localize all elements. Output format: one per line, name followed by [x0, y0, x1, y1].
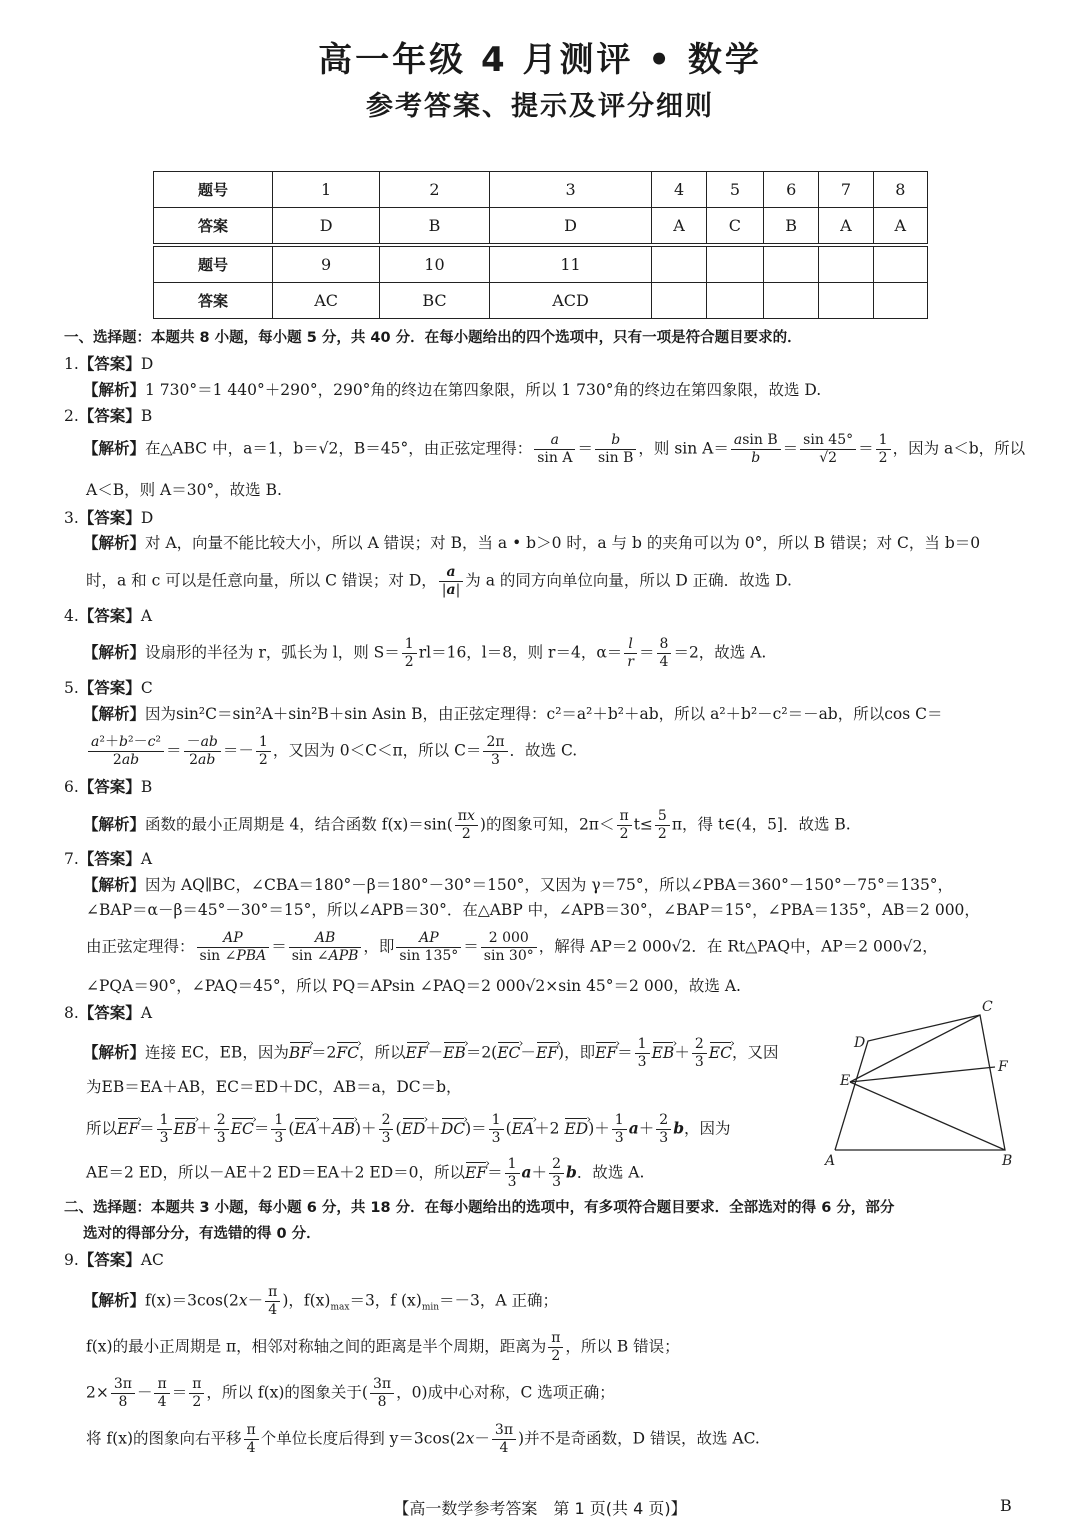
answer-label: 【答案】 [78, 407, 141, 425]
analysis-text: ，因为 [684, 1119, 731, 1138]
answer-label: 【答案】 [78, 1004, 141, 1022]
analysis-text: )，即 [558, 1043, 596, 1062]
table-cell [819, 245, 873, 283]
formula: $\frac{AP}{\text{sin ∠PBA}}$ [197, 930, 270, 965]
analysis-line-q7-2: ∠BAP＝α－β＝45°－30°＝15°，所以∠APB＝30°．在△ABP 中，∠APB＝30°，∠BAP＝15°，∠PBA＝135°，AB＝2 000， [86, 901, 980, 919]
analysis-line-q9-2: f(x)的最小正周期是 π，相邻对称轴之间的距离是半个周期，距离为 $\frac{\pi}{2}$ ，所以 B 错误； [86, 1330, 680, 1364]
table-cell: AC [273, 283, 380, 319]
question-number: 9. [64, 1251, 79, 1269]
analysis-text: ＝－3，A 正确； [439, 1291, 559, 1310]
table-cell: 8 [873, 172, 927, 208]
answer-line-q2 [64, 404, 1016, 428]
question-number: 8. [64, 1004, 79, 1022]
section-heading-1: 一、选择题：本题共 8 小题，每小题 5 分，共 40 分．在每小题给出的四个选项中，只有一项是符合题目要求的． [64, 330, 802, 346]
formula: $\frac{1}{2}$ [256, 734, 271, 769]
point-label: F [998, 1059, 1008, 1075]
analysis-text: ，则 sin A＝ [638, 439, 729, 458]
formula: $\frac{\pi}{2}$ [617, 808, 632, 843]
analysis-line-q3 [64, 531, 1016, 555]
question-number: 6. [64, 778, 79, 796]
analysis-label: 【解析】 [83, 381, 146, 399]
analysis-text: ，f(x) [288, 1291, 331, 1310]
table-row [154, 172, 928, 208]
analysis-line-q7-3: 由正弦定理得： $\frac{AP}{\text{sin ∠PBA}}$ ＝ $\frac{AB}{\text{sin ∠APB}}$ ，即 $\frac{AP}{\sin 135^\circ}$ ＝ $\frac{2 000}{\sin 30^\circ}$ ，解得 AP＝2 000√2．在 Rt△PAQ中，AP＝2 000√2， [86, 930, 938, 964]
answer-label: 【答案】 [78, 1251, 141, 1269]
segment-ef [850, 1067, 995, 1082]
table-cell: B [380, 208, 489, 246]
analysis-text: 时，a 和 c 可以是任意向量，所以 C 错误；对 D， [86, 571, 437, 590]
answer-value: B [140, 407, 153, 425]
analysis-line-q7-4: ∠PQA＝90°，∠PAQ＝45°，所以 PQ＝APsin ∠PAQ＝2 000√2×sin 45°＝2 000，故选 A. [86, 977, 741, 995]
answer-label: 【答案】 [78, 778, 141, 796]
analysis-text: ，解得 AP＝2 000√2．在 Rt△PAQ中，AP＝2 000√2， [538, 937, 938, 956]
section-heading-2: 二、选择题：本题共 3 小题，每小题 6 分，共 18 分．在每小题给出的选项中，有多项符合题目要求．全部选对的得 6 分，部分 [64, 1200, 895, 1216]
point-label: A [825, 1153, 836, 1169]
analysis-text: ，所以 f(x)的图象关于 [206, 1383, 362, 1402]
question-number: 3. [64, 509, 79, 527]
analysis-text: － [520, 1043, 536, 1062]
formula: $\frac{AP}{\sin 135^\circ}$ [396, 930, 461, 965]
page-subtitle: 参考答案、提示及评分细则 [366, 91, 714, 122]
analysis-text: ，又因为 0＜C＜π，所以 C＝ [272, 741, 482, 760]
analysis-text: ＝2，故选 A. [673, 643, 767, 662]
analysis-text: 并不是奇函数，D 错误，故选 AC. [524, 1429, 760, 1448]
analysis-line-q5 [64, 702, 1016, 726]
question-number: 1. [64, 355, 79, 373]
analysis-text: 在△ABC 中，a＝1，b＝√2，B＝45°，由正弦定理得： [145, 439, 533, 458]
table-cell: D [489, 208, 652, 246]
table-cell: 6 [764, 172, 819, 208]
analysis-text: 因为 AQ∥BC，∠CBA＝180°－β＝180°－30°＝150°，又因为 γ＝75°，所以∠PBA＝360°－150°－75°＝135°， [145, 876, 954, 894]
analysis-text: AE＝2 ED，所以－AE＋2 ED＝EA＋2 ED＝0，所以 [86, 1163, 465, 1182]
table-cell [706, 283, 763, 319]
table-row [154, 245, 928, 283]
analysis-text: t≤ [633, 815, 653, 834]
segment-ec [850, 1015, 980, 1082]
analysis-line-q8: 【解析】连接 EC，EB，因为BF ›＝2FC ›，所以EF ›－EB ›＝2(EC ›－EF ›)，即EF ›＝ $\frac{1}{3}$ EB ›＋ $\frac{2}{3}$ EC ›，又因 [64, 1036, 1016, 1071]
formula: $\frac{AB}{\text{sin ∠APB}}$ [289, 930, 362, 965]
footer-code: B [1000, 1496, 1012, 1515]
segment-eb [850, 1082, 1005, 1150]
page-title: 高一年级 4 月测评 • 数学 [318, 40, 762, 80]
analysis-text: rl＝16，l＝8，则 r＝4，α＝ [418, 643, 623, 662]
analysis-label: 【解析】 [83, 705, 146, 723]
formula: $\frac{\text{a²＋b²－c²}}{2ab}$ [88, 734, 164, 769]
table-row [154, 283, 928, 319]
table-cell: D [273, 208, 380, 246]
row-header: 题号 [154, 172, 273, 208]
table-cell: 4 [652, 172, 706, 208]
subscript: min [421, 1302, 440, 1313]
analysis-text: 个单位长度后得到 y＝3cos [260, 1429, 450, 1448]
table-cell [873, 245, 927, 283]
table-cell: A [873, 208, 927, 246]
table-cell: 5 [706, 172, 763, 208]
answer-label: 【答案】 [78, 679, 141, 697]
row-header: 答案 [154, 283, 273, 319]
table-cell: 9 [273, 245, 380, 283]
analysis-line-q4: 【解析】设扇形的半径为 r，弧长为 l，则 S＝ $\frac{1}{2}$ rl＝16，l＝8，则 r＝4，α＝ $\frac{l}{r}$ ＝ $\frac{8}{4}$ ＝2，故选 A. [83, 636, 767, 670]
table-cell [764, 283, 819, 319]
table-cell: B [764, 208, 819, 246]
analysis-line-q7 [64, 873, 1016, 897]
answer-line-q6 [64, 775, 1016, 799]
answer-label: 【答案】 [78, 509, 141, 527]
analysis-text: 函数的最小正周期是 4，结合函数 f(x)＝sin [145, 815, 447, 834]
table-cell: ACD [489, 283, 652, 319]
point-label: B [1002, 1153, 1013, 1169]
analysis-text: 的图象可知，2π＜ [485, 815, 615, 834]
table-cell [652, 283, 706, 319]
analysis-text: ，又因 [731, 1043, 779, 1062]
table-cell [819, 283, 873, 319]
analysis-text: 连接 EC，EB，因为 [145, 1043, 289, 1062]
analysis-line-q1 [64, 378, 1016, 402]
answer-label: 【答案】 [78, 607, 141, 625]
analysis-label: 【解析】 [83, 439, 146, 458]
table-cell [873, 283, 927, 319]
point-label: E [840, 1073, 851, 1089]
row-header: 题号 [154, 245, 273, 283]
analysis-text: 成中心对称，C 选项正确； [427, 1383, 615, 1402]
analysis-text: ．故选 C. [509, 741, 578, 760]
answer-value: C [140, 679, 153, 697]
question-number: 4. [64, 607, 79, 625]
table-cell: 7 [819, 172, 873, 208]
answer-label: 【答案】 [78, 850, 141, 868]
analysis-label: 【解析】 [83, 1291, 146, 1310]
table-cell: A [819, 208, 873, 246]
table-cell: 1 [273, 172, 380, 208]
table-cell: 2 [380, 172, 489, 208]
analysis-text: ，因为 a＜b，所以 [892, 439, 1026, 458]
analysis-text: 对 A，向量不能比较大小，所以 A 错误；对 B，当 a • b＞0 时，a 与 b 的夹角可以为 0°，所以 B 错误；对 C，当 b＝0 [145, 534, 981, 552]
answer-value: A [140, 850, 153, 868]
table-cell: C [706, 208, 763, 246]
answer-line-q5 [64, 676, 1016, 700]
answer-value: B [140, 778, 153, 796]
analysis-text: 2× [86, 1383, 109, 1402]
section-heading-2-cont: 选对的得部分分，有选错的得 0 分． [83, 1226, 321, 1242]
answer-value: A [140, 607, 153, 625]
table-cell: 10 [380, 245, 489, 283]
analysis-line-q9-3: 2× $\frac{3\pi}{8}$ － $\frac{\pi}{4}$ ＝ $\frac{\pi}{2}$ ，所以 f(x)的图象关于( $\frac{3\pi}{8}$ ，0)成中心对称，C 选项正确； [86, 1376, 615, 1410]
analysis-line-q8-3: 所以EF ›＝ $\frac{1}{3}$ EB ›＋ $\frac{2}{3}$ EC ›＝ $\frac{1}{3}$ (EA ›＋AB ›)＋ $\frac{2}{3}$ (ED ›＋DC ›)＝ $\frac{1}{3}$ (EA ›＋2 ED ›)＋ $\frac{1}{3}$ a＋ $\frac{2}{3}$ b，因为 [64, 1112, 1016, 1147]
analysis-line-q6: 【解析】函数的最小正周期是 4，结合函数 f(x)＝sin( $\frac{\pi x}{2}$ )的图象可知，2π＜ $\frac{\pi}{2}$ t≤ $\frac{5}{2}$ π，得 t∈(4，5]．故选 B. [83, 808, 851, 842]
answer-line-q7 [64, 847, 1016, 871]
answer-line-q1 [64, 352, 1016, 376]
analysis-label: 【解析】 [83, 534, 146, 552]
analysis-text: ＝2( [465, 1043, 498, 1062]
analysis-line-q8-4: AE＝2 ED，所以－AE＋2 ED＝EA＋2 ED＝0，所以EF ›＝ $\frac{1}{3}$ a＋ $\frac{2}{3}$ b．故选 A. [64, 1156, 1016, 1191]
analysis-label: 【解析】 [83, 876, 146, 894]
answer-line-q4 [64, 604, 1016, 628]
table-cell: A [652, 208, 706, 246]
question-number: 7. [64, 850, 79, 868]
analysis-text: ．故选 A. [576, 1163, 645, 1182]
analysis-text: 所以 [86, 1119, 118, 1138]
formula: $\frac{2 000}{\sin 30^\circ}$ [481, 930, 537, 965]
formula: $\frac{5}{2}$ [655, 808, 670, 843]
analysis-line-q5-cont: $\frac{\text{a²＋b²－c²}}{2ab}$ ＝ $\frac{-ab}{2ab}$ ＝－ $\frac{1}{2}$ ，又因为 0＜C＜π，所以 C＝ $\frac{2\pi}{3}$ ．故选 C. [64, 734, 1016, 769]
table-cell [652, 245, 706, 283]
analysis-line-q3-cont [64, 564, 1016, 599]
quadrilateral-figure [820, 995, 1020, 1170]
table-cell [706, 245, 763, 283]
formula: $\frac{b}{\text{sin B}}$ [595, 432, 636, 467]
formula: $\frac{a}{\text{sin A}}$ [534, 432, 575, 467]
point-label: C [982, 999, 993, 1015]
row-header: 答案 [154, 208, 273, 246]
analysis-text: ＝ [171, 1383, 188, 1402]
analysis-text: ，所以 B 错误； [565, 1337, 680, 1356]
table-cell [764, 245, 819, 283]
answer-value: A [140, 1004, 153, 1022]
analysis-text: － [427, 1043, 444, 1062]
analysis-text: 因为sin²C＝sin²A＋sin²B＋sin Asin B，由正弦定理得：c²＝a²＋b²＋ab，所以 a²＋b²－c²＝－ab，所以cos C＝ [145, 705, 943, 723]
analysis-text: 由正弦定理得： [86, 937, 195, 956]
table-cell: 3 [489, 172, 652, 208]
answer-table [153, 171, 928, 319]
analysis-text: 将 f(x)的图象向右平移 [86, 1429, 242, 1448]
question-number: 5. [64, 679, 79, 697]
analysis-text: ＝3，f (x) [349, 1291, 422, 1310]
analysis-text: ，即 [363, 937, 395, 956]
analysis-text: f(x)的最小正周期是 π，相邻对称轴之间的距离是半个周期，距离为 [86, 1337, 547, 1356]
analysis-text: － [136, 1383, 153, 1402]
page-footer: 【高一数学参考答案 第 1 页(共 4 页)】 [393, 1499, 687, 1518]
answer-value: D [140, 355, 154, 373]
analysis-label: 【解析】 [83, 815, 146, 834]
formula: $\frac{a}{|a|}$ [439, 564, 464, 599]
analysis-text: ，所以 [358, 1043, 406, 1062]
answer-line-q9 [64, 1248, 1016, 1272]
analysis-line-q2: 【解析】在△ABC 中，a＝1，b＝√2，B＝45°，由正弦定理得： $\frac{a}{\text{sin A}}$ ＝ $\frac{b}{\text{sin B}}$ ，则 sin A＝ $\frac{\text{asin B}}{b}$ ＝ $\frac{\sin 45^\circ}{√2}$ ＝ $\frac{1}{2}$ ，因为 a＜b，所以 [83, 432, 1026, 466]
subscript: max [330, 1302, 350, 1313]
formula: $\frac{-ab}{2ab}$ [184, 734, 221, 769]
analysis-line-q8-2: 为EB＝EA＋AB，EC＝ED＋DC，AB＝a，DC＝b， [86, 1078, 462, 1096]
analysis-text: 1 730°＝1 440°＋290°，290°角的终边在第四象限，所以 1 730°角的终边在第四象限，故选 D. [145, 381, 822, 399]
analysis-label: 【解析】 [83, 1043, 146, 1062]
formula: $\frac{l}{r}$ [624, 636, 637, 671]
answer-label: 【答案】 [78, 355, 141, 373]
answer-value: AC [140, 1251, 164, 1269]
question-number: 2. [64, 407, 79, 425]
formula: $\frac{\pi x}{2}$ [455, 808, 478, 843]
analysis-text: 为 a 的同方向单位向量，所以 D 正确．故选 D. [465, 571, 792, 590]
formula: $\frac{\text{asin B}}{b}$ [731, 432, 781, 467]
analysis-text: 设扇形的半径为 r，弧长为 l，则 S＝ [145, 643, 400, 662]
formula: $\frac{8}{4}$ [657, 636, 672, 671]
formula: $\frac{2\pi}{3}$ [483, 734, 507, 769]
table-cell: BC [380, 283, 489, 319]
table-cell: 11 [489, 245, 652, 283]
analysis-line-q9-4: 将 f(x)的图象向右平移 $\frac{\pi}{4}$ 个单位长度后得到 y＝3cos(2x－ $\frac{3\pi}{4}$ )并不是奇函数，D 错误，故选 AC. [86, 1422, 760, 1456]
point-label: D [854, 1035, 866, 1051]
answer-value: D [140, 509, 154, 527]
analysis-text: π，得 t∈(4，5]．故选 B. [671, 815, 851, 834]
analysis-line-q2-cont: A＜B，则 A＝30°，故选 B. [86, 481, 282, 499]
formula: $\frac{1}{2}$ [876, 432, 891, 467]
formula: $\frac{\sin 45^\circ}{√2}$ [800, 432, 856, 467]
analysis-text: f(x)＝3cos [145, 1291, 223, 1310]
analysis-text: ＝2 [310, 1043, 337, 1062]
analysis-label: 【解析】 [83, 643, 146, 662]
answer-line-q3 [64, 506, 1016, 530]
table-row [154, 208, 928, 246]
formula: $\frac{1}{2}$ [402, 636, 417, 671]
analysis-line-q9: 【解析】f(x)＝3cos(2x－ $\frac{\pi}{4}$ )，$f(x)_{max}=3$，f $(x)_{min}=-3$，A 正确； [83, 1284, 559, 1318]
